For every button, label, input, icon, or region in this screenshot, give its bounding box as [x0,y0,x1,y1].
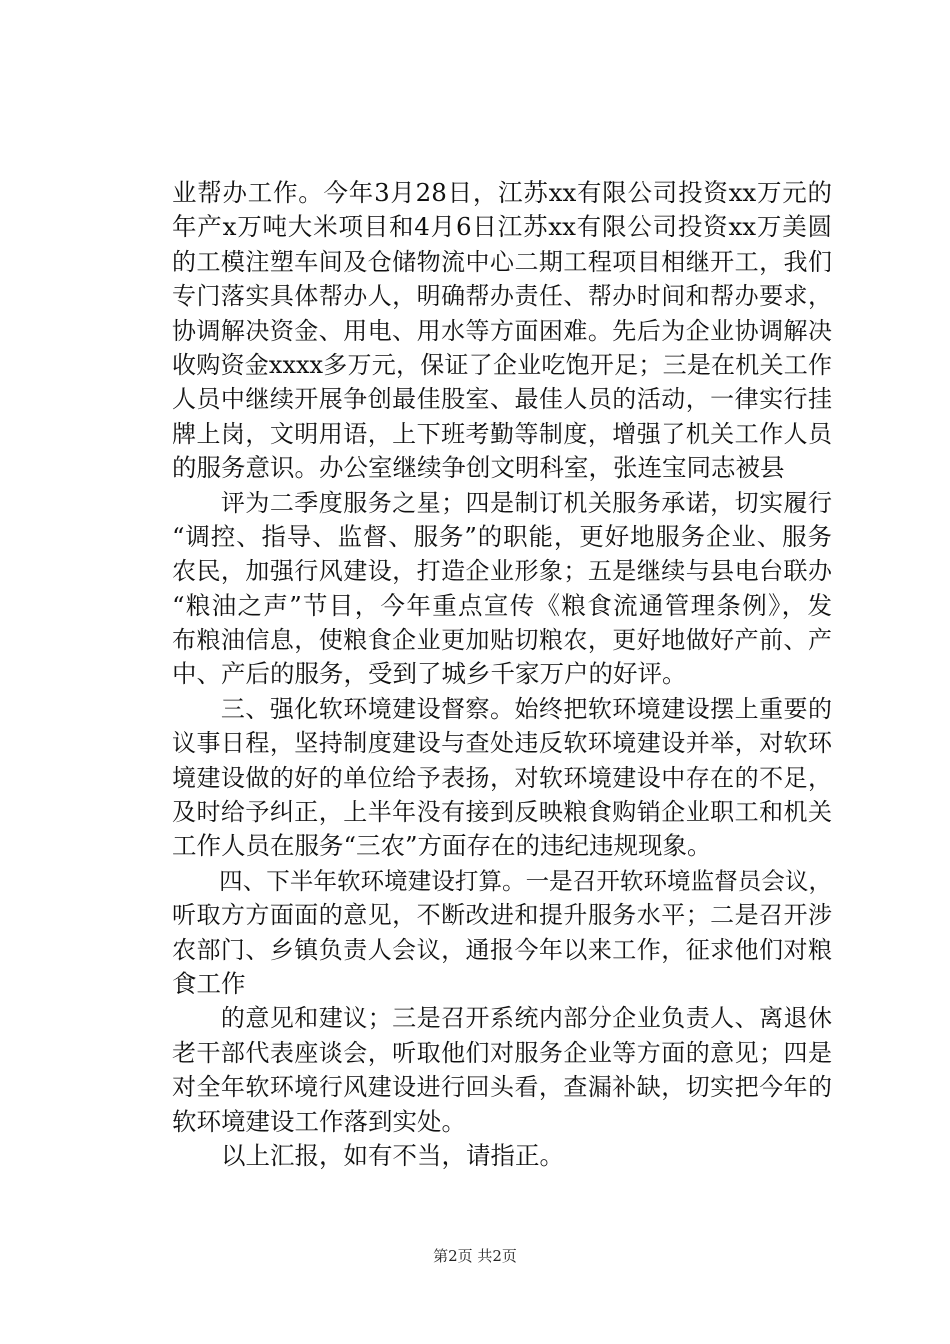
text-line: 四、下半年软环境建设打算。一是召开软环境监督员会议， [172,866,832,895]
text-line: 业帮办工作。今年3月28日，江苏xx有限公司投资xx万元的 [172,178,832,207]
text-line: 协调解决资金、用电、用水等方面困难。先后为企业协调解决 [172,316,832,345]
text-line: 及时给予纠正，上半年没有接到反映粮食购销企业职工和机关 [172,798,832,827]
page-footer: 第2页 共2页 [433,1247,517,1265]
text-line: 的工模注塑车间及仓储物流中心二期工程项目相继开工，我们 [172,247,832,276]
text-line: 中、产后的服务，受到了城乡千家万户的好评。 [172,659,687,689]
text-line: 议事日程，坚持制度建设与查处违反软环境建设并举，对软环 [172,729,832,758]
text-line: 三、强化软环境建设督察。始终把软环境建设摆上重要的 [172,694,832,723]
text-line: 的服务意识。办公室继续争创文明科室，张连宝同志被县 [172,453,785,483]
text-line: 的意见和建议；三是召开系统内部分企业负责人、离退休 [172,1004,832,1033]
text-line: 收购资金xxxx多万元，保证了企业吃饱开足；三是在机关工作 [172,350,832,379]
text-line: “粮油之声”节目，今年重点宣传《粮食流通管理条例》，发 [172,590,832,620]
text-line: 境建设做的好的单位给予表扬，对软环境建设中存在的不足， [172,763,832,792]
text-line: 以上汇报，如有不当，请指正。 [172,1140,564,1170]
text-line: 老干部代表座谈会，听取他们对服务企业等方面的意见；四是 [172,1038,832,1067]
text-line: 人员中继续开展争创最佳股室、最佳人员的活动，一律实行挂 [172,385,832,414]
text-line: 专门落实具体帮办人，明确帮办责任、帮办时间和帮办要求， [172,282,832,311]
text-line: 布粮油信息，使粮食企业更加贴切粮农，更好地做好产前、产 [172,626,832,655]
text-line: 农民，加强行风建设，打造企业形象；五是继续与县电台联办 [172,557,832,586]
document-body [172,176,832,1173]
text-line: 年产x万吨大米项目和4月6日江苏xx有限公司投资xx万美圆 [172,212,832,242]
text-line: 食工作 [172,968,246,998]
text-line: 软环境建设工作落到实处。 [172,1106,466,1136]
text-line: 工作人员在服务“三农”方面存在的违纪违规现象。 [172,831,712,861]
text-line: 牌上岗，文明用语，上下班考勤等制度，增强了机关工作人员 [172,419,832,448]
text-line: 听取方方面面的意见，不断改进和提升服务水平；二是召开涉 [172,901,832,930]
text-line: 农部门、乡镇负责人会议，通报今年以来工作，征求他们对粮 [172,935,832,964]
text-line: 评为二季度服务之星；四是制订机关服务承诺，切实履行 [172,488,832,517]
text-line: 对全年软环境行风建设进行回头看，查漏补缺，切实把今年的 [172,1073,832,1102]
text-line: “调控、指导、监督、服务”的职能，更好地服务企业、服务 [172,521,832,551]
